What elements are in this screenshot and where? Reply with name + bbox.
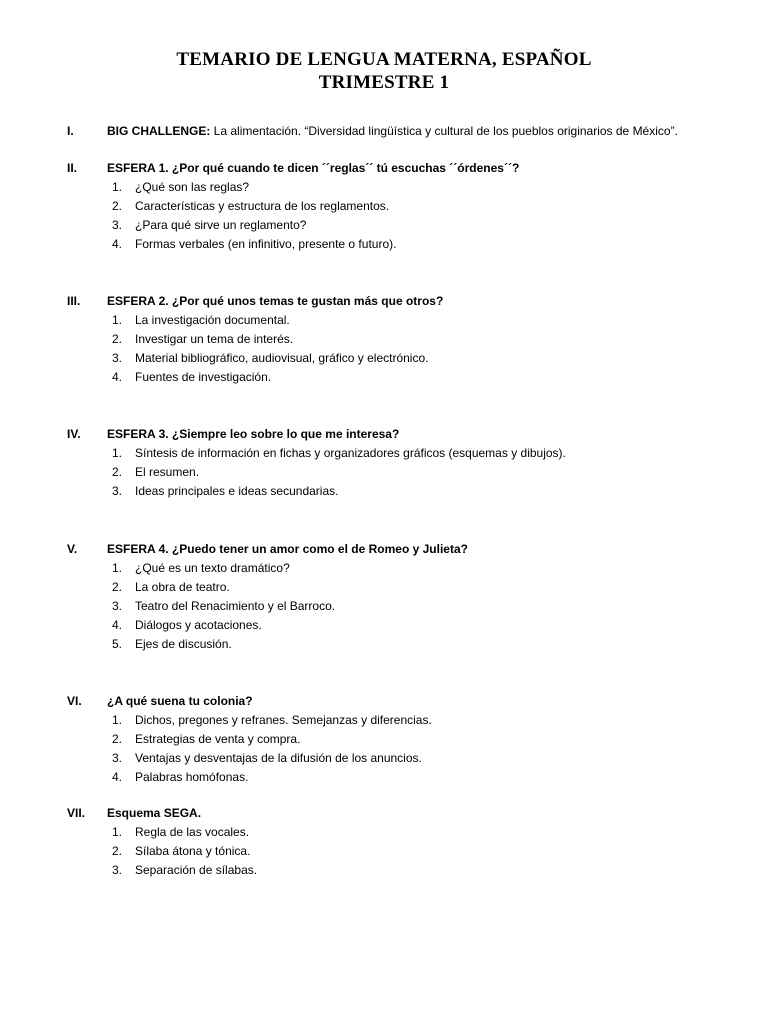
list-item-number: 1. xyxy=(112,446,123,460)
section-numeral: IV. xyxy=(67,427,81,441)
list-item xyxy=(0,597,768,616)
list-item xyxy=(0,463,768,482)
section-heading xyxy=(107,122,678,141)
list-item-text: ¿Para qué sirve un reglamento? xyxy=(135,218,307,232)
section xyxy=(0,292,768,387)
list-item-text: Material bibliográfico, audiovisual, gráfico y electrónico. xyxy=(135,351,429,365)
list-item-number: 4. xyxy=(112,618,123,632)
list-item xyxy=(0,178,768,197)
list-item-text: Diálogos y acotaciones. xyxy=(135,618,262,632)
list-item-number: 1. xyxy=(112,825,123,839)
list-item-text: Estrategias de venta y compra. xyxy=(135,732,301,746)
list-item xyxy=(0,711,768,730)
list-item-number: 2. xyxy=(112,580,123,594)
document-subtitle: TRIMESTRE 1 xyxy=(318,72,450,93)
section-header xyxy=(0,292,768,311)
section-header xyxy=(0,804,768,823)
section-items xyxy=(0,711,768,787)
list-item xyxy=(0,330,768,349)
list-item xyxy=(0,842,768,861)
list-item xyxy=(0,368,768,387)
list-item-text: Fuentes de investigación. xyxy=(135,370,272,384)
section xyxy=(0,540,768,654)
section-heading-bold: ESFERA 4. ¿Puedo tener un amor como el de Romeo y Julieta? xyxy=(107,542,468,556)
section-items xyxy=(0,559,768,654)
list-item xyxy=(0,768,768,787)
list-item-number: 3. xyxy=(112,351,123,365)
list-item-text: Investigar un tema de interés. xyxy=(135,332,294,346)
section-numeral: I. xyxy=(67,124,74,138)
list-item-text: Palabras homófonas. xyxy=(135,770,249,784)
section-heading xyxy=(107,425,399,444)
list-item xyxy=(0,216,768,235)
section-heading-bold: Esquema SEGA. xyxy=(107,806,202,820)
list-item-text: Ejes de discusión. xyxy=(135,637,232,651)
section-heading-bold: ¿A qué suena tu colonia? xyxy=(107,694,253,708)
list-item-number: 1. xyxy=(112,561,123,575)
list-item-number: 2. xyxy=(112,332,123,346)
list-item-text: ¿Qué es un texto dramático? xyxy=(135,561,290,575)
list-item xyxy=(0,578,768,597)
list-item xyxy=(0,349,768,368)
section-items xyxy=(0,823,768,880)
list-item-text: El resumen. xyxy=(135,465,200,479)
list-item-number: 1. xyxy=(112,713,123,727)
list-item xyxy=(0,482,768,501)
list-item xyxy=(0,444,768,463)
section-heading xyxy=(107,159,519,178)
list-item xyxy=(0,559,768,578)
list-item-text: La investigación documental. xyxy=(135,313,290,327)
list-item-text: Formas verbales (en infinitivo, presente o futuro). xyxy=(135,237,397,251)
section-header xyxy=(0,540,768,559)
list-item-text: La obra de teatro. xyxy=(135,580,230,594)
list-item-number: 2. xyxy=(112,732,123,746)
list-item-number: 3. xyxy=(112,751,123,765)
list-item-text: Ventajas y desventajas de la difusión de los anuncios. xyxy=(135,751,422,765)
list-item xyxy=(0,311,768,330)
list-item xyxy=(0,616,768,635)
list-item-text: Dichos, pregones y refranes. Semejanzas y diferencias. xyxy=(135,713,432,727)
list-item-text: Sílaba átona y tónica. xyxy=(135,844,251,858)
section-numeral: II. xyxy=(67,161,78,175)
list-item-number: 2. xyxy=(112,844,123,858)
list-item-number: 2. xyxy=(112,465,123,479)
list-item-number: 5. xyxy=(112,637,123,651)
list-item xyxy=(0,861,768,880)
list-item-number: 4. xyxy=(112,370,123,384)
list-item-number: 1. xyxy=(112,180,123,194)
section-heading-bold: BIG CHALLENGE: xyxy=(107,124,211,138)
section-heading-bold: ESFERA 2. ¿Por qué unos temas te gustan más que otros? xyxy=(107,294,444,308)
section-numeral: VII. xyxy=(67,806,86,820)
list-item-number: 4. xyxy=(112,237,123,251)
section-numeral: III. xyxy=(67,294,81,308)
section-header xyxy=(0,122,768,141)
section xyxy=(0,122,768,141)
section-heading-text: La alimentación. “Diversidad lingüística y cultural de los pueblos originarios de México”. xyxy=(210,124,678,138)
list-item xyxy=(0,730,768,749)
section-heading-bold: ESFERA 1. ¿Por qué cuando te dicen ´´reglas´´ tú escuchas ´´órdenes´´? xyxy=(107,161,520,175)
section-items xyxy=(0,178,768,254)
section-header xyxy=(0,425,768,444)
list-item-number: 3. xyxy=(112,863,123,877)
section xyxy=(0,425,768,501)
section-items xyxy=(0,311,768,387)
list-item-text: Teatro del Renacimiento y el Barroco. xyxy=(135,599,336,613)
section xyxy=(0,804,768,880)
list-item-text: Características y estructura de los reglamentos. xyxy=(135,199,390,213)
list-item-number: 3. xyxy=(112,218,123,232)
list-item-number: 1. xyxy=(112,313,123,327)
list-item-number: 4. xyxy=(112,770,123,784)
list-item-text: Ideas principales e ideas secundarias. xyxy=(135,484,339,498)
document-title: TEMARIO DE LENGUA MATERNA, ESPAÑOL xyxy=(176,49,592,70)
section xyxy=(0,159,768,254)
section-numeral: VI. xyxy=(67,694,82,708)
section xyxy=(0,692,768,787)
list-item-number: 3. xyxy=(112,599,123,613)
section-numeral: V. xyxy=(67,542,78,556)
section-header xyxy=(0,159,768,178)
section-items xyxy=(0,444,768,501)
section-heading-bold: ESFERA 3. ¿Siempre leo sobre lo que me interesa? xyxy=(107,427,400,441)
list-item-text: ¿Qué son las reglas? xyxy=(135,180,250,194)
list-item-text: Síntesis de información en fichas y organizadores gráficos (esquemas y dibujos). xyxy=(135,446,566,460)
list-item xyxy=(0,749,768,768)
list-item xyxy=(0,197,768,216)
list-item xyxy=(0,635,768,654)
list-item-number: 3. xyxy=(112,484,123,498)
list-item-text: Separación de sílabas. xyxy=(135,863,258,877)
section-heading xyxy=(107,692,253,711)
list-item xyxy=(0,823,768,842)
section-heading xyxy=(107,292,443,311)
section-header xyxy=(0,692,768,711)
list-item-text: Regla de las vocales. xyxy=(135,825,250,839)
list-item xyxy=(0,235,768,254)
section-heading xyxy=(107,804,201,823)
list-item-number: 2. xyxy=(112,199,123,213)
section-heading xyxy=(107,540,468,559)
